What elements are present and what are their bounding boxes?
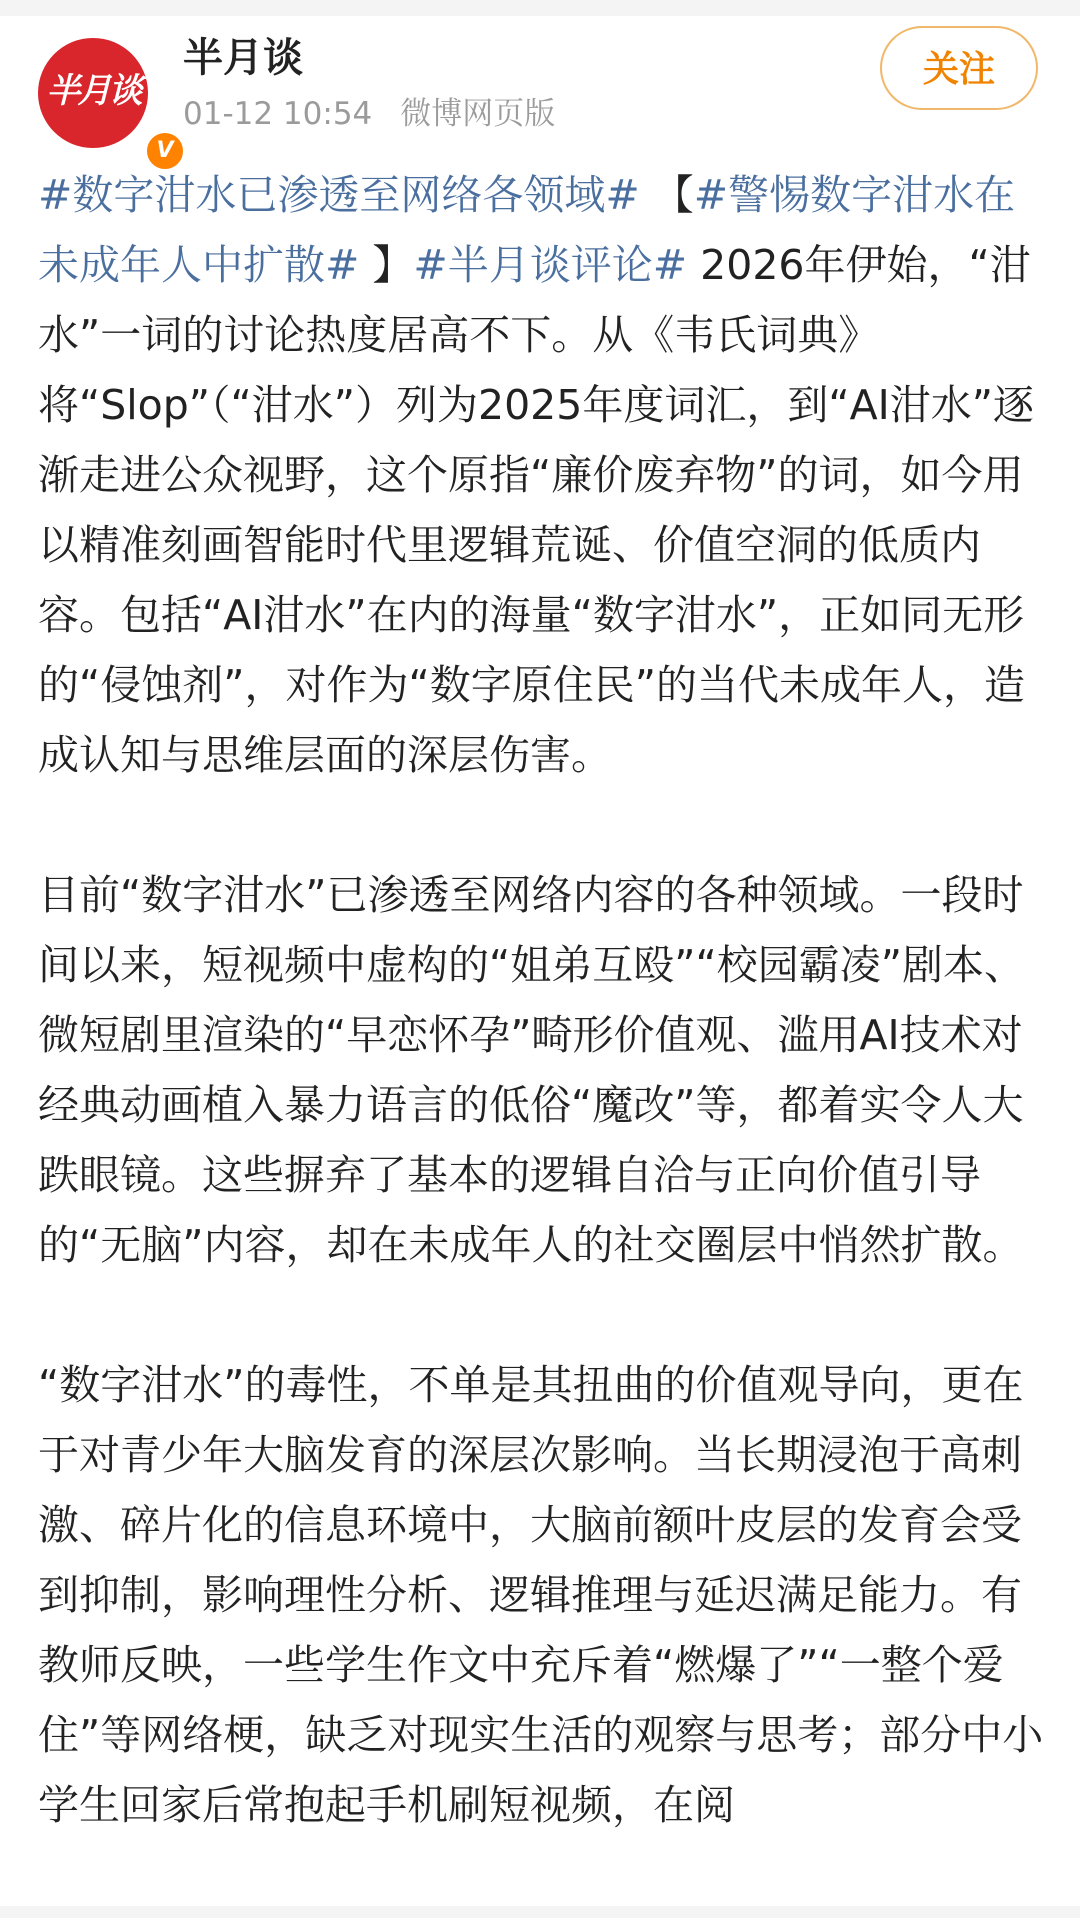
bracket-close: 】 [359, 241, 414, 289]
paragraph-1 [38, 160, 1044, 790]
post-time: 01-12 10:54 [183, 96, 373, 132]
paragraph-2: 目前“数字泔水”已渗透至网络内容的各种领域。一段时间以来，短视频中虚构的“姐弟互殴”“校园霸凌”剧本、微短剧里渲染的“早恋怀孕”畸形价值观、滥用AI技术对经典动画植入暴力语言的低俗“魔改”等，都着实令人大跌眼镜。这些摒弃了基本的逻辑自洽与正向价值引导的“无脑”内容，却在未成年人的社交圈层中悄然扩散。 [38, 871, 1025, 1269]
post-body [38, 160, 1044, 1840]
post-meta [183, 88, 555, 133]
paragraph-3: “数字泔水”的毒性，不单是其扭曲的价值观导向，更在于对青少年大脑发育的深层次影响。当长期浸泡于高刺激、碎片化的信息环境中，大脑前额叶皮层的发育会受到抑制，影响理性分析、逻辑推理与延迟满足能力。有教师反映，一些学生作文中充斥着“燃爆了”“一整个爱住”等网络梗，缺乏对现实生活的观察与思考；部分中小学生回家后常抱起手机刷短视频，在阅 [38, 1361, 1044, 1829]
paragraph-1-text: 2026年伊始，“泔水”一词的讨论热度居高不下。从《韦氏词典》将“Slop”（“泔水”）列为2025年度词汇，到“AI泔水”逐渐走进公众视野，这个原指“廉价废弃物”的词，如今用以精准刻画智能时代里逻辑荒诞、价值空洞的低质内容。包括“AI泔水”在内的海量“数字泔水”，正如同无形的“侵蚀剂”，对作为“数字原住民”的当代未成年人，造成认知与思维层面的深层伤害。 [38, 241, 1034, 779]
post-source: 微博网页版 [400, 96, 556, 132]
topic-link[interactable]: #半月谈评论# [413, 241, 688, 289]
avatar-logo-text: 半月谈 [46, 71, 140, 111]
follow-button[interactable]: 关注 [880, 26, 1038, 110]
bottom-divider [0, 1906, 1080, 1918]
author-name[interactable]: 半月谈 [183, 35, 303, 81]
top-divider [0, 0, 1080, 16]
verified-badge-icon: V [144, 130, 186, 172]
topic-link[interactable]: #警惕数字泔水在未成年人中扩散# [38, 171, 1016, 289]
topic-link[interactable]: #数字泔水已渗透至网络各领域# [38, 171, 640, 219]
avatar[interactable] [38, 38, 174, 163]
post-header [0, 16, 1080, 163]
bracket-open: 【 [639, 171, 694, 219]
